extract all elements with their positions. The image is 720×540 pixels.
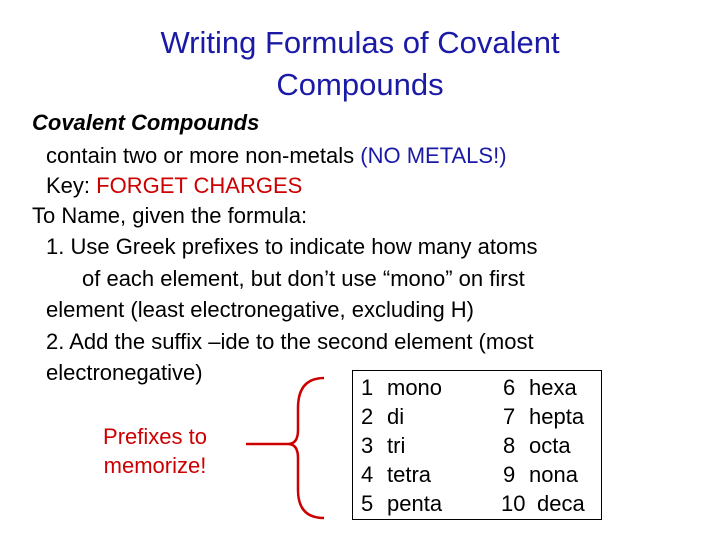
slide-title-line-2: Compounds xyxy=(276,67,444,102)
prefix-number: 2 xyxy=(361,404,374,429)
prefix-number: 8 xyxy=(503,433,516,458)
rule-1-line-3: element (least electronegative, excluding H) xyxy=(46,297,475,322)
prefix-name: hexa xyxy=(529,375,577,400)
prefix-number: 5 xyxy=(361,491,374,516)
prefix-name: nona xyxy=(529,462,578,487)
naming-heading: To Name, given the formula: xyxy=(32,203,308,228)
prefix-number: 4 xyxy=(361,462,374,487)
prefix-name: tetra xyxy=(387,462,432,487)
prefix-number: 10 xyxy=(501,491,526,516)
rule-2-line-2: electronegative) xyxy=(46,360,203,385)
prefix-number: 9 xyxy=(503,462,516,487)
definition-line xyxy=(46,141,507,171)
definition-text: contain two or more non-metals xyxy=(46,143,361,168)
section-heading: Covalent Compounds xyxy=(32,110,260,135)
no-metals-note: (NO METALS!) xyxy=(360,143,507,168)
curly-brace-icon xyxy=(240,370,350,530)
prefixes-to-memorize-label: Prefixes to memorize! xyxy=(103,424,207,478)
forget-charges-note: FORGET CHARGES xyxy=(96,173,303,198)
prefix-name: deca xyxy=(537,491,585,516)
prefix-name: di xyxy=(387,404,405,429)
prefix-name: tri xyxy=(387,433,406,458)
prefix-name: mono xyxy=(387,375,443,400)
prefix-number: 6 xyxy=(503,375,516,400)
prefix-name: penta xyxy=(387,491,443,516)
prefix-name: hepta xyxy=(529,404,585,429)
prefix-table xyxy=(352,370,602,520)
rule-2-line-1: 2. Add the suffix –ide to the second element (most xyxy=(46,329,534,354)
prefix-number: 7 xyxy=(503,404,516,429)
prefix-name: octa xyxy=(529,433,571,458)
key-label: Key: xyxy=(46,173,97,198)
rule-1-line-2: of each element, but don’t use “mono” on first xyxy=(82,266,525,291)
slide-title-line-1: Writing Formulas of Covalent xyxy=(160,25,560,60)
prefix-number: 3 xyxy=(361,433,374,458)
prefix-number: 1 xyxy=(361,375,374,400)
rule-1-line-1: 1. Use Greek prefixes to indicate how many atoms xyxy=(46,234,538,259)
key-line xyxy=(46,171,302,201)
